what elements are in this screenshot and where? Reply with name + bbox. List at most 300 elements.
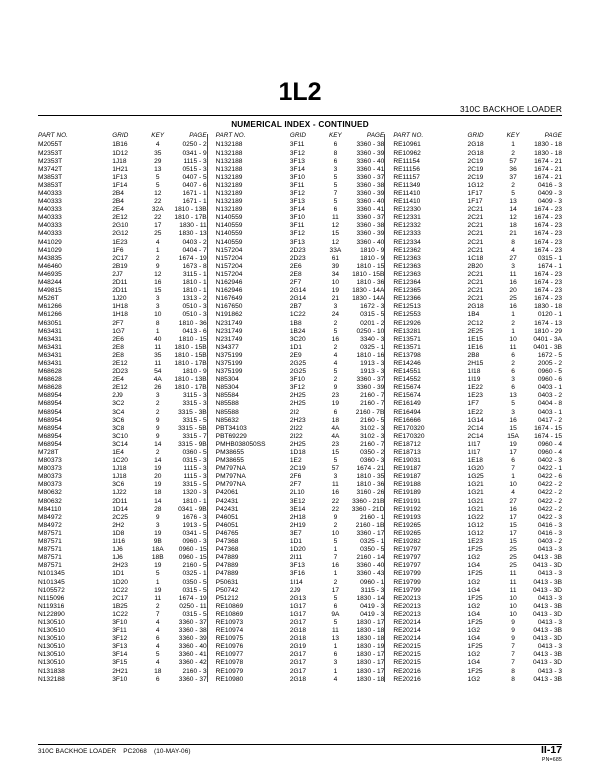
- cell-key: 9: [155, 416, 160, 424]
- table-row: [38, 150, 207, 158]
- table-row: [38, 247, 207, 255]
- cell-part-no: N105572: [38, 586, 65, 594]
- cell-page: 3360 - 21B: [352, 497, 385, 505]
- cell-key: 3: [511, 376, 515, 384]
- cell-grid: 2C21: [467, 279, 484, 287]
- cell-grid: 2C21: [467, 222, 484, 230]
- table-header-row: [38, 133, 207, 142]
- table-row: [38, 417, 207, 425]
- cell-grid: 3C8: [112, 424, 125, 432]
- cell-key: 4: [155, 643, 160, 651]
- cell-key: 10: [331, 529, 340, 537]
- cell-key: 15: [154, 287, 162, 295]
- cell-page: 3315 - 3: [182, 400, 207, 408]
- table-row: [38, 498, 207, 506]
- cell-key: 61: [331, 254, 340, 262]
- cell-key: 2: [511, 319, 515, 327]
- table-row: [393, 498, 562, 506]
- table-row: [38, 611, 207, 619]
- cell-key: 9: [155, 262, 160, 270]
- cell-grid: 1C22: [289, 311, 306, 319]
- index-table: [216, 133, 385, 684]
- table-row: [216, 336, 385, 344]
- table-row: [393, 320, 562, 328]
- cell-key: 4A: [331, 424, 340, 432]
- cell-grid: 2D11: [112, 497, 128, 505]
- cell-part-no: P47889: [215, 554, 239, 562]
- cell-part-no: N85588: [215, 408, 239, 416]
- table-row: [393, 312, 562, 320]
- cell-page: 0403 - 2: [537, 392, 563, 400]
- table-row: [393, 158, 562, 166]
- cell-grid: 2I22: [289, 424, 303, 432]
- cell-part-no: RE10975: [215, 635, 244, 643]
- cell-part-no: RE19031: [393, 457, 421, 465]
- cell-part-no: M80632: [38, 489, 62, 497]
- cell-key: 17: [509, 529, 517, 537]
- cell-grid: 2E4: [112, 376, 124, 384]
- cell-grid: 1D1: [289, 343, 302, 351]
- cell-grid: 2E9: [289, 351, 302, 359]
- cell-page: 1674 - 1: [537, 262, 563, 270]
- cell-page: 3315 - 9B: [178, 440, 207, 448]
- cell-page: 1810 - 15B: [174, 343, 207, 351]
- cell-grid: 1G4: [467, 610, 481, 618]
- cell-key: 15A: [507, 432, 519, 440]
- cell-part-no: PM38655: [215, 449, 244, 456]
- cell-page: 0413 - 3B: [533, 602, 563, 610]
- cell-part-no: N130510: [38, 643, 65, 651]
- cell-key: 6: [333, 157, 338, 165]
- cell-part-no: M40333: [38, 198, 62, 206]
- cell-page: 0350 - 5: [360, 546, 385, 554]
- cell-part-no: RE14551: [393, 368, 421, 376]
- cell-part-no: RE11156: [393, 165, 420, 173]
- cell-page: 1674 - 23: [534, 295, 563, 303]
- cell-grid: 3F10: [289, 173, 305, 181]
- cell-page: 0409 - 3: [537, 190, 563, 197]
- cell-key: 18B: [151, 554, 164, 562]
- cell-part-no: RE12362: [393, 246, 421, 254]
- cell-page: 3360 - 40: [356, 238, 385, 246]
- cell-part-no: P46051: [215, 521, 239, 529]
- cell-page: 0413 - 3B: [533, 578, 563, 586]
- cell-page: 1672 - 3: [360, 303, 385, 311]
- cell-part-no: M80373: [38, 457, 62, 465]
- cell-grid: 3F13: [289, 562, 305, 570]
- table-row: [216, 352, 385, 360]
- cell-part-no: RE11157: [393, 173, 420, 181]
- cell-page: 1830 - 17: [356, 667, 385, 675]
- cell-key: 35: [154, 149, 162, 157]
- cell-grid: 1E18: [467, 457, 483, 465]
- cell-part-no: N85632: [215, 416, 239, 424]
- cell-key: 27: [509, 254, 517, 262]
- cell-part-no: RE14552: [393, 376, 421, 384]
- cell-page: 3315 - 5: [182, 416, 207, 424]
- index-column-2: [207, 133, 385, 684]
- cell-part-no: RE19189: [393, 489, 421, 497]
- cell-grid: 1G14: [467, 416, 484, 424]
- cell-key: 3: [333, 473, 338, 481]
- cell-page: 0120 - 1: [537, 311, 563, 319]
- cell-page: 2160 - 1B: [355, 521, 385, 529]
- cell-page: 0407 - 6: [182, 181, 207, 189]
- cell-grid: 2F7: [289, 481, 302, 489]
- cell-page: 1830 - 11: [179, 222, 207, 230]
- table-row: [216, 595, 385, 603]
- cell-part-no: RE12926: [393, 319, 421, 327]
- cell-grid: 1F14: [112, 181, 128, 189]
- cell-key: 3: [333, 659, 338, 667]
- cell-part-no: N231749: [215, 335, 243, 343]
- cell-grid: 3F11: [112, 627, 127, 635]
- table-row: [393, 522, 562, 530]
- table-row: [38, 312, 207, 320]
- cell-page: 3360 - 38: [356, 222, 385, 230]
- table-row: [393, 174, 562, 182]
- cell-page: 1810 - 9: [182, 368, 207, 376]
- cell-grid: 1I18: [467, 368, 481, 376]
- cell-page: 3360 - 37: [178, 675, 207, 683]
- cell-grid: 2G17: [289, 667, 307, 675]
- cell-grid: 2G14: [289, 287, 307, 295]
- cell-key: 9: [155, 432, 160, 440]
- cell-page: 0960 - 15: [178, 554, 207, 562]
- cell-part-no: N162946: [215, 279, 243, 287]
- cell-grid: 3F11: [289, 181, 305, 189]
- cell-page: 0413 - 3D: [533, 635, 563, 643]
- cell-key: 11: [154, 359, 162, 367]
- cell-page: 3360 - 17: [356, 529, 385, 537]
- cell-key: 13: [509, 198, 517, 206]
- cell-page: 0960 - 5: [537, 368, 563, 376]
- cell-grid: 2D23: [289, 254, 306, 262]
- cell-part-no: RE10976: [215, 643, 244, 651]
- cell-grid: 2D11: [112, 279, 128, 287]
- table-row: [393, 401, 562, 409]
- cell-part-no: M84972: [38, 521, 62, 529]
- cell-key: 11: [509, 343, 517, 351]
- cell-grid: 2E12: [112, 384, 128, 392]
- cell-grid: 2G18: [467, 303, 484, 311]
- table-row: [393, 425, 562, 433]
- cell-key: 35: [154, 351, 162, 359]
- table-row: [38, 166, 207, 174]
- cell-page: 0413 - 3: [537, 570, 563, 578]
- cell-page: 1674 - 23: [534, 287, 563, 295]
- cell-grid: 1G21: [467, 481, 484, 489]
- cell-part-no: N85584: [215, 392, 239, 400]
- cell-part-no: RE12366: [393, 295, 421, 303]
- cell-key: 18: [154, 667, 162, 675]
- cell-key: 16: [509, 279, 517, 287]
- cell-page: 0360 - 5: [182, 449, 207, 456]
- table-row: [393, 231, 562, 239]
- cell-key: 25: [509, 562, 517, 570]
- cell-grid: 1I19: [467, 376, 481, 384]
- cell-page: 0422 - 1: [537, 465, 563, 473]
- cell-key: 2: [333, 319, 338, 327]
- cell-page: 0419 - 3: [360, 610, 385, 618]
- cell-part-no: RE10962: [393, 149, 421, 157]
- footer-info: [38, 748, 191, 755]
- cell-grid: 1J18: [112, 157, 127, 165]
- cell-grid: 2E12: [112, 214, 128, 222]
- cell-page: 1810 - 9: [360, 246, 385, 254]
- cell-page: 1674 - 23: [534, 230, 563, 238]
- footer-page-number: II-17: [540, 744, 562, 756]
- cell-grid: 2E8: [112, 343, 124, 351]
- cell-part-no: N132189: [215, 181, 243, 189]
- table-row: [393, 595, 562, 603]
- cell-grid: 2B7: [289, 303, 302, 311]
- cell-part-no: PM797NA: [215, 473, 246, 481]
- cell-key: 7: [155, 610, 160, 618]
- cell-key: 10: [509, 594, 517, 602]
- cell-page: 0409 - 3: [537, 198, 563, 206]
- cell-part-no: RE10869: [215, 610, 244, 618]
- table-row: [38, 676, 207, 684]
- cell-key: 15: [331, 449, 340, 456]
- table-row: [38, 579, 207, 587]
- table-row: [38, 571, 207, 579]
- cell-part-no: M2353T: [38, 149, 63, 157]
- cell-part-no: P47368: [215, 546, 239, 554]
- cell-part-no: M41029: [38, 246, 62, 254]
- cell-grid: 2G14: [289, 295, 307, 303]
- footer-divider: [38, 744, 562, 745]
- table-row: [216, 603, 385, 611]
- cell-part-no: M43835: [38, 254, 62, 262]
- table-row: [393, 336, 562, 344]
- cell-key: 12: [331, 222, 340, 230]
- cell-page: 1115 - 3: [183, 157, 207, 165]
- cell-part-no: M63431: [38, 335, 62, 343]
- cell-page: 3315 - 3B: [178, 408, 207, 416]
- table-row: [393, 676, 562, 684]
- cell-grid: 2C19: [467, 157, 484, 165]
- cell-part-no: RE19282: [393, 538, 421, 546]
- table-row: [393, 328, 562, 336]
- cell-page: 1115 - 3: [183, 473, 207, 481]
- cell-grid: 2G18: [467, 141, 484, 149]
- cell-part-no: M63431: [38, 343, 62, 351]
- cell-part-no: M61266: [38, 311, 62, 319]
- cell-page: 3360 - 40: [356, 157, 385, 165]
- cell-grid: 3E7: [289, 529, 302, 537]
- table-row: [216, 231, 385, 239]
- cell-part-no: N122890: [38, 610, 65, 618]
- table-row: [393, 506, 562, 514]
- cell-part-no: N130510: [38, 627, 65, 635]
- index-table: [38, 133, 207, 684]
- cell-grid: 1D1: [112, 570, 125, 578]
- cell-page: 2005 - 2: [537, 359, 563, 367]
- cell-page: 1810 - 17B: [174, 214, 207, 222]
- cell-key: 1: [511, 473, 515, 481]
- table-row: [216, 174, 385, 182]
- cell-key: 5: [155, 570, 160, 578]
- cell-key: 4: [155, 627, 160, 635]
- cell-key: 10: [154, 311, 162, 319]
- cell-part-no: RE10974: [215, 627, 244, 635]
- cell-page: 0416 - 3: [537, 529, 563, 537]
- cell-grid: 1E4: [112, 449, 124, 456]
- cell-page: 0360 - 3: [360, 457, 385, 465]
- cell-grid: 3F13: [289, 157, 305, 165]
- cell-page: 2160 - 7B: [355, 408, 385, 416]
- cell-part-no: P47368: [215, 538, 239, 546]
- cell-key: 11: [154, 594, 162, 602]
- table-row: [393, 668, 562, 676]
- cell-part-no: RE12363: [393, 270, 421, 278]
- table-row: [38, 255, 207, 263]
- cell-part-no: N140559: [215, 222, 243, 230]
- cell-key: 7: [511, 659, 515, 667]
- cell-page: 0403 - 1: [537, 384, 563, 392]
- cell-page: 1830 - 18: [534, 141, 563, 149]
- cell-part-no: RE19265: [393, 521, 421, 529]
- cell-page: 0413 - 3: [537, 643, 563, 651]
- cell-key: 5: [155, 651, 160, 659]
- column-divider: [207, 134, 208, 682]
- table-row: [216, 587, 385, 595]
- table-row: [216, 506, 385, 514]
- cell-grid: 1I17: [467, 449, 481, 456]
- cell-page: 1810 - 1: [182, 497, 207, 505]
- cell-part-no: N130510: [38, 651, 65, 659]
- cell-part-no: RE18712: [393, 440, 421, 448]
- cell-grid: 1G20: [467, 465, 484, 473]
- table-row: [38, 506, 207, 514]
- footer-doc-number: PC2068: [123, 748, 147, 755]
- cell-grid: 2H15: [467, 359, 484, 367]
- cell-page: 1810 - 15B: [352, 270, 385, 278]
- cell-part-no: RE12334: [393, 238, 421, 246]
- cell-key: 25: [509, 546, 517, 554]
- cell-page: 0403 - 2: [537, 538, 563, 546]
- cell-page: 1674 - 23: [534, 214, 563, 222]
- cell-grid: 3F13: [112, 643, 128, 651]
- cell-part-no: RE20215: [393, 643, 421, 651]
- cell-part-no: PMHB038050SS: [215, 440, 266, 448]
- cell-grid: 1D1: [289, 538, 302, 546]
- cell-grid: 2H21: [112, 667, 128, 675]
- cell-grid: 2H19: [289, 521, 306, 529]
- cell-page: 0402 - 3: [537, 457, 563, 465]
- cell-grid: 3F12: [289, 384, 305, 392]
- cell-part-no: M87571: [38, 562, 62, 570]
- table-row: [38, 409, 207, 417]
- cell-page: 0413 - 3: [537, 618, 563, 626]
- cell-page: 1810 - 15: [178, 335, 207, 343]
- cell-grid: 1G22: [467, 513, 484, 521]
- cell-part-no: M2353T: [38, 157, 63, 165]
- cell-key: 3: [155, 392, 160, 400]
- cell-key: 8: [333, 149, 338, 157]
- cell-part-no: M41029: [38, 238, 62, 246]
- cell-part-no: RE12333: [393, 230, 421, 238]
- cell-key: 22: [331, 497, 340, 505]
- cell-part-no: RE16494: [393, 408, 421, 416]
- cell-grid: 1F25: [467, 643, 483, 651]
- cell-page: 1674 - 23: [534, 246, 563, 254]
- column-header-part-no: PART NO.: [393, 132, 424, 139]
- cell-key: 1: [511, 327, 515, 335]
- cell-part-no: N157204: [215, 254, 243, 262]
- cell-grid: 2C19: [289, 465, 306, 473]
- cell-page: 0413 - 3D: [533, 610, 563, 618]
- cell-key: 9: [511, 635, 515, 643]
- cell-grid: 3F11: [289, 222, 305, 230]
- cell-part-no: RE20215: [393, 659, 421, 667]
- cell-page: 0413 - 3: [537, 546, 563, 554]
- cell-grid: 1D20: [289, 546, 306, 554]
- cell-part-no: M80373: [38, 473, 62, 481]
- cell-page: 1810 - 1: [182, 279, 207, 287]
- cell-part-no: M63051: [38, 319, 62, 327]
- cell-key: 19: [154, 586, 162, 594]
- cell-key: 40: [154, 335, 162, 343]
- table-row: [38, 603, 207, 611]
- cell-grid: 2G12: [112, 230, 129, 238]
- cell-part-no: RE12553: [393, 311, 421, 319]
- cell-grid: 3C6: [112, 416, 125, 424]
- cell-page: 1830 - 18: [356, 627, 385, 635]
- cell-grid: 2E6: [112, 335, 124, 343]
- table-row: [393, 142, 562, 150]
- cell-part-no: RE14246: [393, 359, 421, 367]
- cell-page: 1830 - 14A: [352, 295, 385, 303]
- cell-grid: 1G25: [467, 473, 484, 481]
- cell-part-no: RE13281: [393, 327, 421, 335]
- cell-grid: 1G2: [467, 627, 481, 635]
- cell-page: 3160 - 26: [356, 489, 385, 497]
- cell-key: 5: [333, 618, 338, 626]
- table-row: [216, 344, 385, 352]
- cell-part-no: M87571: [38, 546, 62, 554]
- cell-page: 1676 - 3: [182, 513, 207, 521]
- cell-key: 13: [331, 635, 340, 643]
- cell-key: 4: [155, 141, 160, 149]
- cell-key: 11: [509, 570, 517, 578]
- cell-part-no: RE15674: [393, 384, 421, 392]
- table-row: [38, 587, 207, 595]
- cell-grid: 2B4: [112, 190, 124, 197]
- page-title: 1L2: [278, 78, 322, 106]
- cell-grid: 2H23: [112, 562, 128, 570]
- cell-key: 20: [154, 473, 162, 481]
- cell-grid: 3F10: [289, 214, 305, 222]
- cell-page: 0413 - 3D: [533, 659, 563, 667]
- cell-key: 7: [333, 554, 338, 562]
- cell-page: 0422 - 2: [537, 481, 563, 489]
- cell-key: 7: [511, 651, 515, 659]
- cell-page: 0341 - 9B: [178, 505, 207, 513]
- table-row: [216, 166, 385, 174]
- cell-part-no: N167650: [215, 303, 243, 311]
- cell-grid: 2I22: [289, 432, 303, 440]
- table-row: [393, 433, 562, 441]
- cell-page: 1313 - 2: [182, 295, 207, 303]
- table-row: [216, 263, 385, 271]
- table-row: [38, 425, 207, 433]
- table-row: [216, 417, 385, 425]
- cell-page: 1674 - 13: [534, 319, 563, 327]
- cell-page: 1674 - 15: [534, 432, 563, 440]
- cell-page: 1320 - 3: [182, 489, 207, 497]
